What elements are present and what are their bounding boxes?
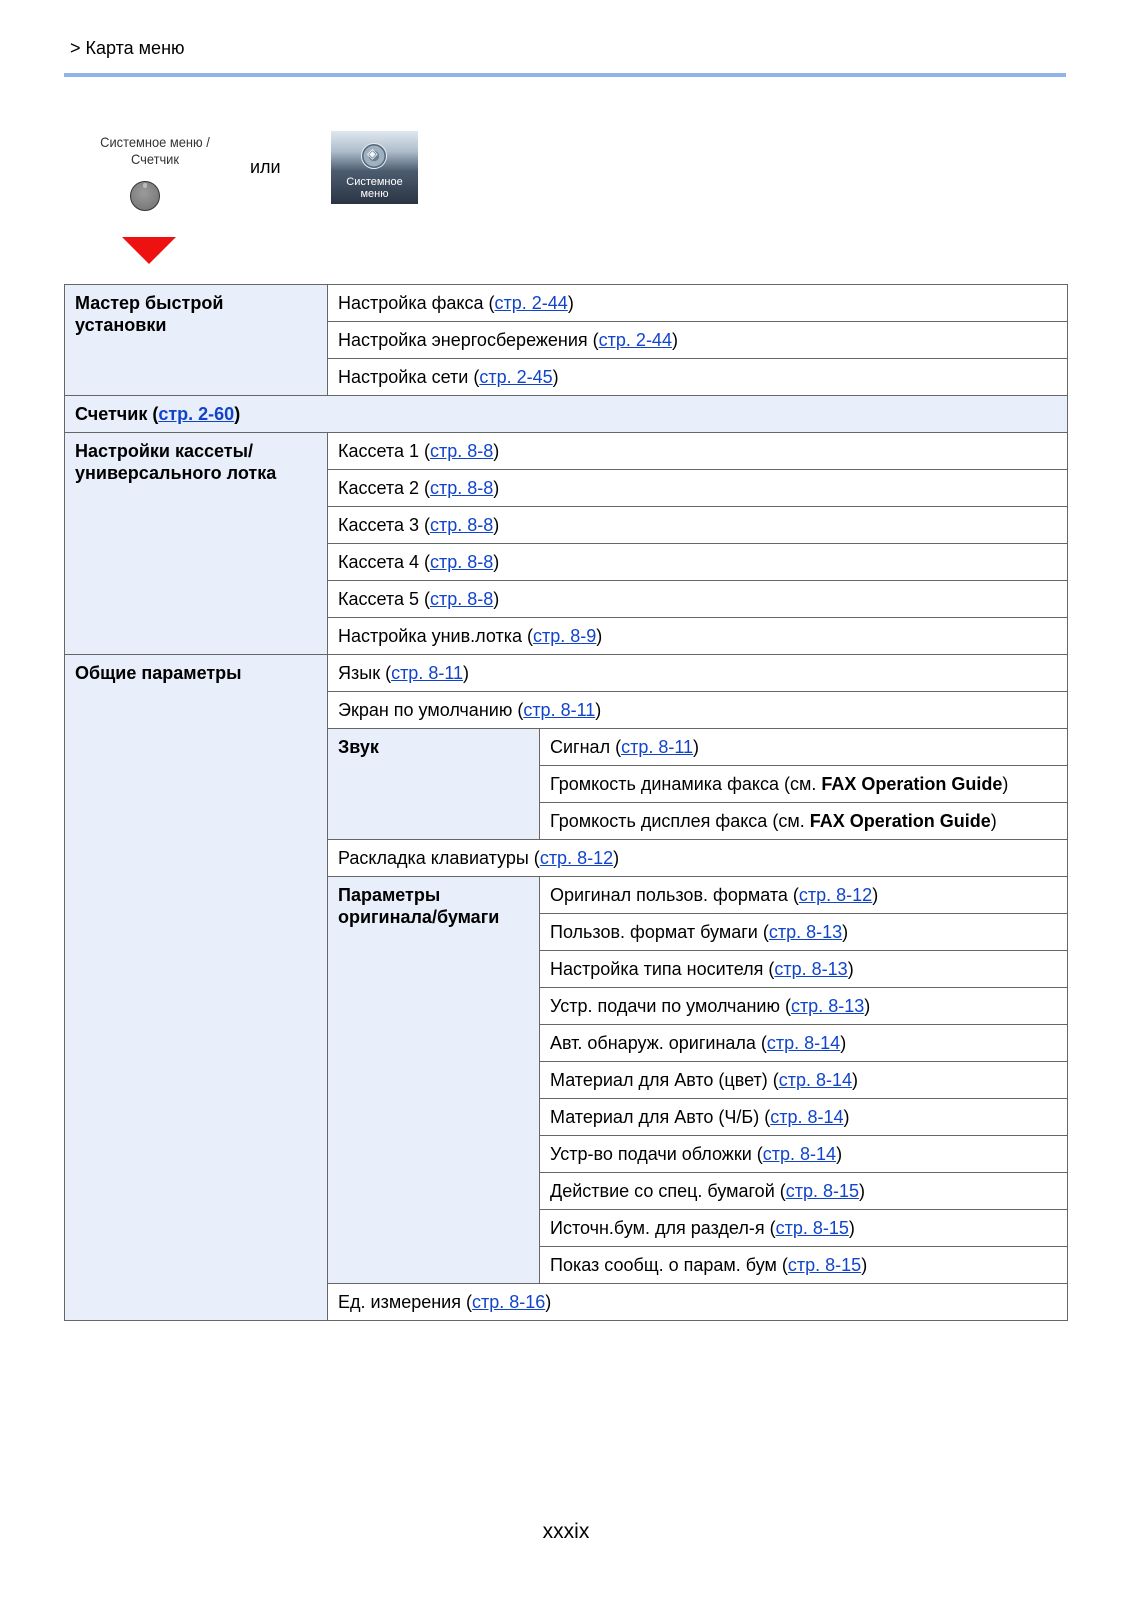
or-text: или <box>250 157 281 177</box>
menu-item-default-screen: Экран по умолчанию (стр. 8-11) <box>328 692 1068 729</box>
menu-item-cassette-5: Кассета 5 (стр. 8-8) <box>328 581 1068 618</box>
menu-item-cassette-4: Кассета 4 (стр. 8-8) <box>328 544 1068 581</box>
sound-header: Звук <box>328 729 540 840</box>
page-link[interactable]: стр. 2-60 <box>158 404 235 424</box>
page-number: xxxix <box>542 1520 590 1543</box>
common-settings-header: Общие параметры <box>65 655 328 1321</box>
page-link[interactable]: стр. 8-15 <box>785 1181 860 1201</box>
menu-item-separator-paper-source: Источн.бум. для раздел-я (стр. 8-15) <box>540 1210 1068 1247</box>
menu-item-cover-paper-source: Устр-во подачи обложки (стр. 8-14) <box>540 1136 1068 1173</box>
menu-item-special-paper-action: Действие со спец. бумагой (стр. 8-15) <box>540 1173 1068 1210</box>
page-link[interactable]: стр. 8-11 <box>523 700 596 720</box>
system-menu-screen-icon <box>331 131 418 204</box>
menu-item-auto-detect-original: Авт. обнаруж. оригинала (стр. 8-14) <box>540 1025 1068 1062</box>
menu-item-fax-speaker-volume: Громкость динамика факса (см. FAX Operation Guide) <box>540 766 1068 803</box>
page-link[interactable]: стр. 2-45 <box>479 367 553 387</box>
page-link[interactable]: стр. 8-13 <box>774 959 848 979</box>
menu-item-auto-media-color: Материал для Авто (цвет) (стр. 8-14) <box>540 1062 1068 1099</box>
menu-item-keyboard-layout: Раскладка клавиатуры (стр. 8-12) <box>328 840 1068 877</box>
key-caption-line: Системное меню / <box>100 134 210 150</box>
page-link[interactable]: стр. 8-13 <box>768 922 843 942</box>
page-link[interactable]: стр. 8-8 <box>429 515 494 535</box>
breadcrumb[interactable]: > Карта меню <box>70 38 185 58</box>
key-indicator-icon <box>143 183 147 188</box>
page-link[interactable]: стр. 8-15 <box>775 1218 849 1238</box>
counter-row: Счетчик (стр. 2-60) <box>65 396 1068 433</box>
page-link[interactable]: стр. 8-14 <box>762 1144 837 1164</box>
screen-icon-label-line: меню <box>360 188 389 200</box>
page-link[interactable]: стр. 8-8 <box>429 478 494 498</box>
page-link[interactable]: стр. 8-8 <box>429 589 494 609</box>
page-link[interactable]: стр. 8-11 <box>621 737 694 757</box>
system-menu-key-caption <box>90 134 221 168</box>
menu-item-energy-saver: Настройка энергосбережения (стр. 2-44) <box>328 322 1068 359</box>
gear-icon <box>361 143 387 169</box>
menu-item-paper-settings-message: Показ сообщ. о парам. бум (стр. 8-15) <box>540 1247 1068 1284</box>
page-link[interactable]: стр. 8-12 <box>539 848 614 868</box>
page-link[interactable]: стр. 8-14 <box>770 1107 844 1127</box>
cassette-settings-header: Настройки кассеты/ универсального лотка <box>65 433 328 655</box>
page-link[interactable]: стр. 8-9 <box>533 626 597 646</box>
menu-item-auto-media-bw: Материал для Авто (Ч/Б) (стр. 8-14) <box>540 1099 1068 1136</box>
page-link[interactable]: стр. 2-44 <box>598 330 672 350</box>
screen-icon-label <box>331 176 418 200</box>
menu-item-buzzer: Сигнал (стр. 8-11) <box>540 729 1068 766</box>
page-link[interactable]: стр. 8-16 <box>471 1292 546 1312</box>
original-paper-settings-header: Параметры оригинала/бумаги <box>328 877 540 1284</box>
menu-item-network-setup: Настройка сети (стр. 2-45) <box>328 359 1068 396</box>
menu-item-fax-monitor-volume: Громкость дисплея факса (см. FAX Operation Guide) <box>540 803 1068 840</box>
menu-item-cassette-2: Кассета 2 (стр. 8-8) <box>328 470 1068 507</box>
page-link[interactable]: стр. 2-44 <box>494 293 568 313</box>
menu-item-language: Язык (стр. 8-11) <box>328 655 1068 692</box>
menu-item-default-paper-source: Устр. подачи по умолчанию (стр. 8-13) <box>540 988 1068 1025</box>
menu-item-mp-tray: Настройка унив.лотка (стр. 8-9) <box>328 618 1068 655</box>
arrow-down-icon <box>122 237 176 264</box>
page-link[interactable]: стр. 8-8 <box>429 441 494 461</box>
header-rule <box>64 73 1066 77</box>
menu-item-cassette-1: Кассета 1 (стр. 8-8) <box>328 433 1068 470</box>
page-link[interactable]: стр. 8-15 <box>787 1255 862 1275</box>
key-caption-line: Счетчик <box>130 151 180 167</box>
menu-item-custom-paper-size: Пользов. формат бумаги (стр. 8-13) <box>540 914 1068 951</box>
page-link[interactable]: стр. 8-11 <box>391 663 464 683</box>
menu-item-cassette-3: Кассета 3 (стр. 8-8) <box>328 507 1068 544</box>
menu-map-table <box>64 284 1068 1321</box>
menu-item-fax-setup: Настройка факса (стр. 2-44) <box>328 285 1068 322</box>
page-link[interactable]: стр. 8-13 <box>790 996 865 1016</box>
page-link[interactable]: стр. 8-14 <box>766 1033 841 1053</box>
quick-setup-header: Мастер быстрой установки <box>65 285 328 396</box>
page-link[interactable]: стр. 8-14 <box>778 1070 853 1090</box>
menu-item-custom-original-size: Оригинал пользов. формата (стр. 8-12) <box>540 877 1068 914</box>
page-link[interactable]: стр. 8-8 <box>429 552 494 572</box>
screen-icon-label-line: Системное <box>346 176 403 188</box>
page-link[interactable]: стр. 8-12 <box>798 885 873 905</box>
menu-item-measurement-units: Ед. измерения (стр. 8-16) <box>328 1284 1068 1321</box>
menu-item-media-type-setup: Настройка типа носителя (стр. 8-13) <box>540 951 1068 988</box>
